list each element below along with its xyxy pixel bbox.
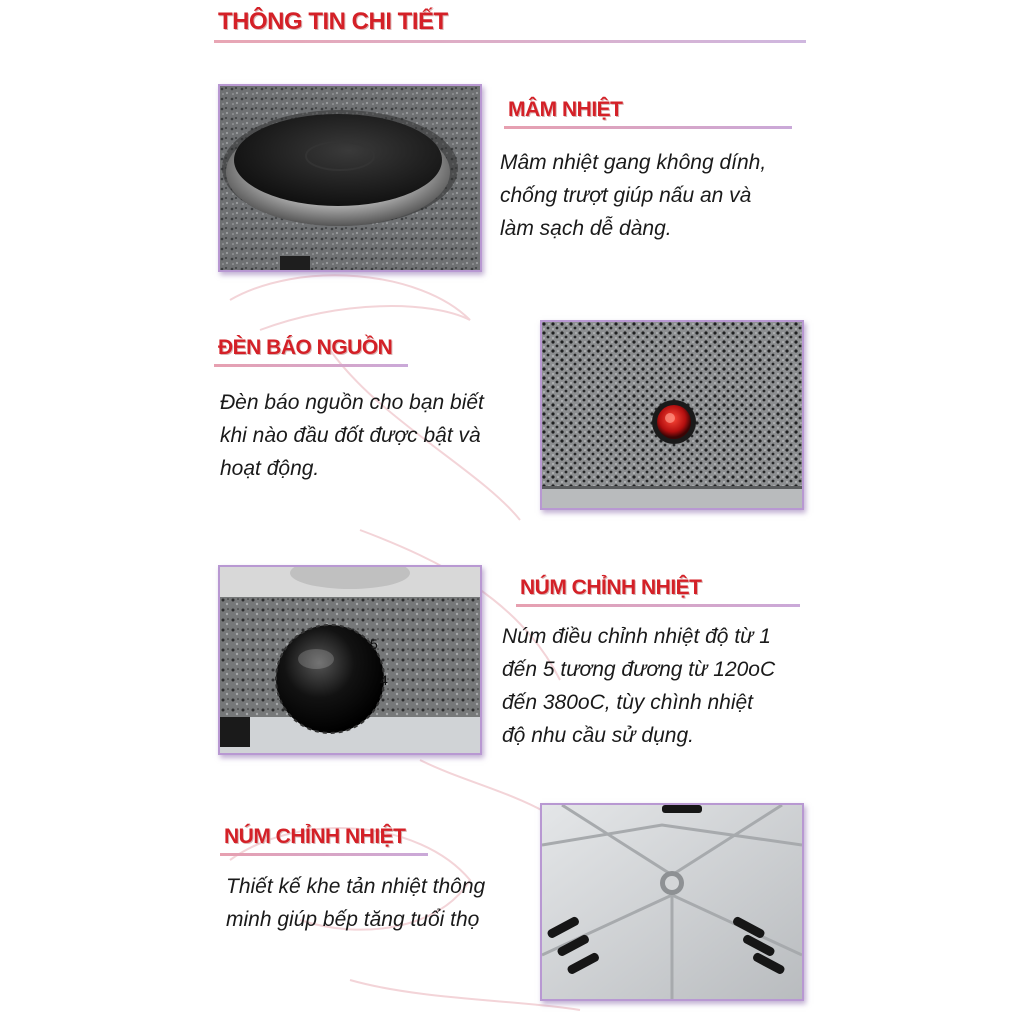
section-underline [220, 853, 428, 856]
section-title-power-light: ĐÈN BÁO NGUỒN [218, 336, 393, 359]
title-underline [214, 40, 806, 43]
section-title-heating-plate: MÂM NHIỆT [508, 98, 623, 121]
ventilation-photo [540, 803, 804, 1001]
power-light-photo [540, 320, 804, 510]
heating-plate-photo [218, 84, 482, 272]
section-title-knob: NÚM CHỈNH NHIỆT [520, 576, 702, 599]
vents-description: Thiết kế khe tản nhiệt thông minh giúp bếp tăng tuổi thọ [226, 875, 486, 931]
heating-plate-description: Mâm nhiệt gang không dính, chống trượt giúp nấu an và làm sạch dễ dàng. [500, 151, 767, 240]
knob-label-5: 5 [370, 636, 378, 652]
temperature-knob-photo [218, 565, 482, 755]
section-title-vents: NÚM CHỈNH NHIỆT [224, 825, 406, 848]
section-underline [516, 604, 800, 607]
page-title: THÔNG TIN CHI TIẾT [218, 8, 448, 35]
section-underline [504, 126, 792, 129]
section-underline [214, 364, 408, 367]
power-light-description: Đèn báo nguồn cho bạn biết khi nào đầu đốt được bật và hoạt động. [220, 391, 484, 480]
knob-description: Núm điều chỉnh nhiệt độ từ 1 đến 5 tương đương từ 120oC đến 380oC, tùy chình nhiệt độ nhu cầu sử dụng. [502, 625, 776, 747]
knob-label-4: 4 [380, 672, 388, 688]
